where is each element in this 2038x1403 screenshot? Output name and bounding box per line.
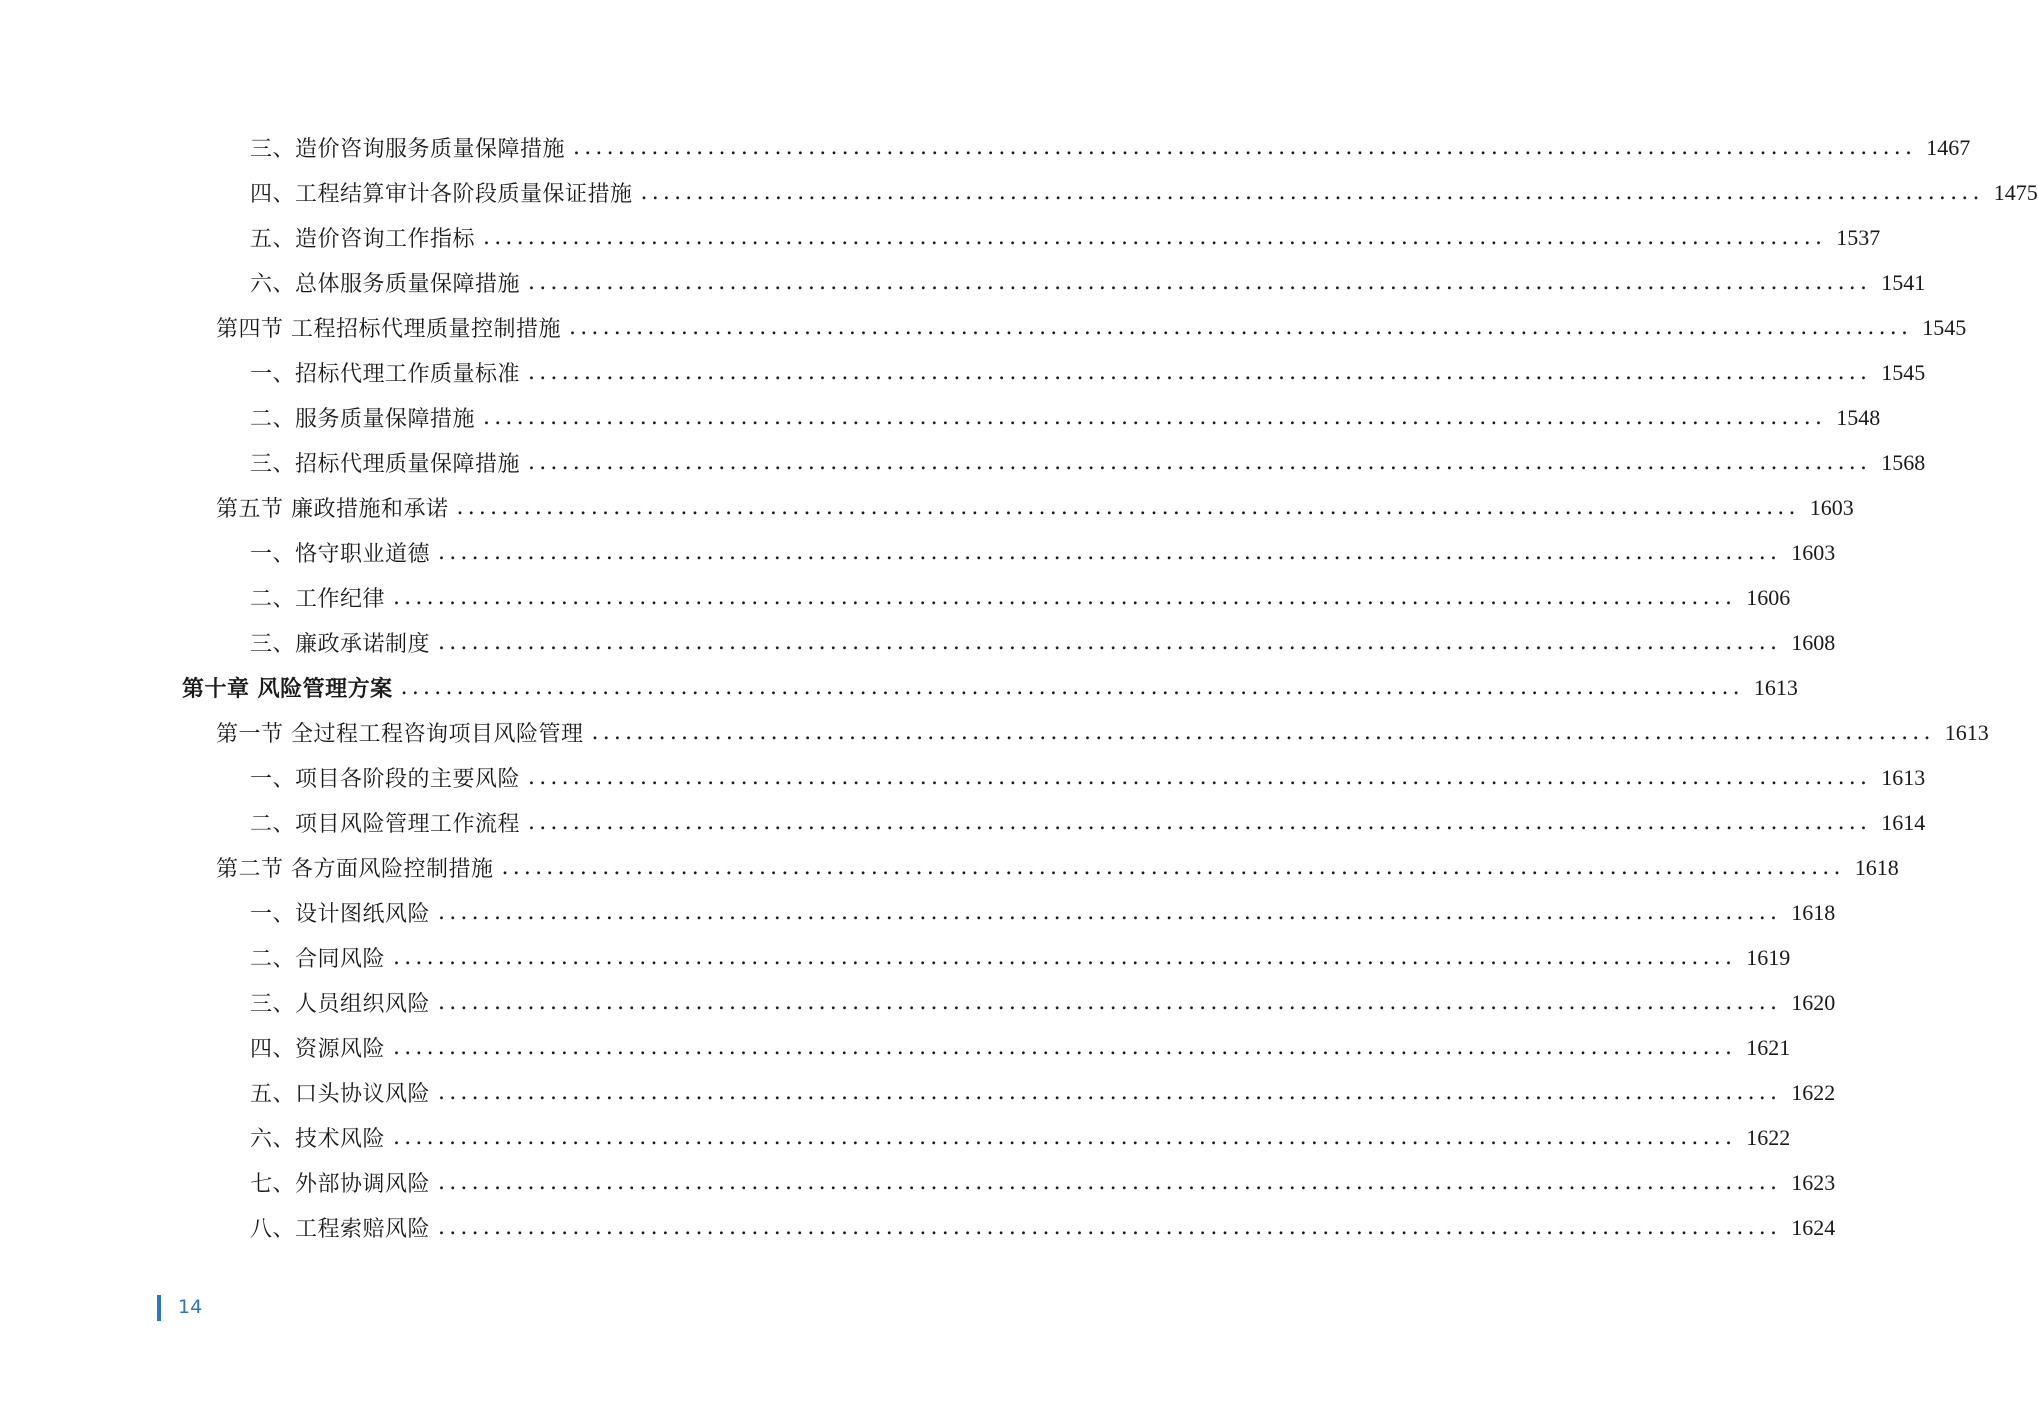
toc-entry-page: 1613: [1881, 764, 1926, 790]
toc-entry-title: 三、造价咨询服务质量保障措施: [250, 137, 566, 162]
toc-leader-dots: ........................................................................................................................: [393, 585, 1737, 610]
toc-entry-page: 1537: [1836, 224, 1881, 250]
toc-entry-page: 1620: [1791, 989, 1836, 1015]
toc-entry-page: 1618: [1854, 854, 1899, 880]
toc-entry-title: 七、外部协调风险: [250, 1172, 431, 1197]
toc-entry-title: 三、廉政承诺制度: [250, 632, 431, 657]
toc-entry[interactable]: [0, 890, 1836, 935]
toc-entry-title: 四、工程结算审计各阶段质量保证措施: [250, 182, 633, 207]
toc-entry-page: 1622: [1746, 1124, 1791, 1150]
toc-entry[interactable]: [0, 935, 1791, 980]
toc-entry-page: 1603: [1791, 539, 1836, 565]
toc-entry-title: 六、技术风险: [250, 1127, 386, 1152]
toc-entry[interactable]: [0, 575, 1791, 620]
toc-entry-title: 第五节 廉政措施和承诺: [216, 497, 449, 522]
toc-entry-title: 五、造价咨询工作指标: [250, 227, 476, 252]
toc-entry-page: 1613: [1753, 674, 1798, 700]
toc-leader-dots: ........................................................................................................................: [456, 495, 1800, 520]
toc-entry-page: 1622: [1791, 1079, 1836, 1105]
toc-entry-page: 1624: [1791, 1214, 1836, 1240]
toc-entry-page: 1541: [1881, 269, 1926, 295]
toc-entry-title: 二、工作纪律: [250, 587, 386, 612]
toc-entry[interactable]: [0, 260, 1926, 305]
toc-entry-title: 一、招标代理工作质量标准: [250, 362, 521, 387]
toc-leader-dots: ........................................................................................................................: [400, 675, 1744, 700]
toc-entry-title: 一、设计图纸风险: [250, 902, 431, 927]
toc-entry-page: 1614: [1881, 809, 1926, 835]
toc-entry[interactable]: [0, 395, 1881, 440]
toc-entry-page: 1603: [1809, 494, 1854, 520]
toc-entry-title: 五、口头协议风险: [250, 1082, 431, 1107]
toc-entry-title: 第四节 工程招标代理质量控制措施: [216, 317, 561, 342]
toc-entry[interactable]: [0, 305, 1967, 350]
toc-entry-title: 第二节 各方面风险控制措施: [216, 857, 494, 882]
toc-entry-page: 1619: [1746, 944, 1791, 970]
toc-entry-page: 1618: [1791, 899, 1836, 925]
toc-leader-dots: ........................................................................................................................: [528, 810, 1872, 835]
toc-entry[interactable]: [0, 1025, 1791, 1070]
toc-entry[interactable]: [0, 620, 1836, 665]
toc-entry[interactable]: [0, 1115, 1791, 1160]
toc-entry-page: 1545: [1922, 314, 1967, 340]
toc-leader-dots: ........................................................................................................................: [528, 360, 1872, 385]
toc-entry-page: 1621: [1746, 1034, 1791, 1060]
table-of-contents: [0, 125, 2038, 1250]
toc-entry-page: 1608: [1791, 629, 1836, 655]
toc-leader-dots: ........................................................................................................................: [483, 405, 1827, 430]
toc-entry-page: 1545: [1881, 359, 1926, 385]
toc-entry-title: 二、服务质量保障措施: [250, 407, 476, 432]
toc-leader-dots: ........................................................................................................................: [438, 1080, 1782, 1105]
toc-leader-dots: ........................................................................................................................: [483, 225, 1827, 250]
toc-entry[interactable]: [0, 530, 1836, 575]
toc-entry-title: 第一节 全过程工程咨询项目风险管理: [216, 722, 584, 747]
footer-accent-bar: [157, 1295, 161, 1321]
toc-leader-dots: ........................................................................................................................: [573, 135, 1917, 160]
toc-entry[interactable]: [0, 350, 1926, 395]
toc-entry[interactable]: [0, 665, 1798, 710]
toc-entry-title: 一、恪守职业道德: [250, 542, 431, 567]
toc-entry-title: 四、资源风险: [250, 1037, 386, 1062]
toc-entry-title: 第十章 风险管理方案: [182, 676, 393, 702]
toc-leader-dots: ........................................................................................................................: [438, 1170, 1782, 1195]
toc-leader-dots: ........................................................................................................................: [438, 1215, 1782, 1240]
toc-entry[interactable]: [0, 980, 1836, 1025]
toc-entry-page: 1548: [1836, 404, 1881, 430]
toc-leader-dots: ........................................................................................................................: [528, 765, 1872, 790]
toc-entry[interactable]: [0, 800, 1926, 845]
page-number: 14: [178, 1296, 203, 1318]
toc-entry-title: 一、项目各阶段的主要风险: [250, 767, 521, 792]
toc-entry-title: 二、合同风险: [250, 947, 386, 972]
toc-entry-page: 1568: [1881, 449, 1926, 475]
toc-entry[interactable]: [0, 1205, 1836, 1250]
toc-leader-dots: ........................................................................................................................: [393, 1035, 1737, 1060]
toc-leader-dots: ........................................................................................................................: [393, 1125, 1737, 1150]
toc-leader-dots: ........................................................................................................................: [501, 855, 1845, 880]
toc-entry[interactable]: [0, 1160, 1836, 1205]
toc-leader-dots: ........................................................................................................................: [393, 945, 1737, 970]
toc-leader-dots: ........................................................................................................................: [569, 315, 1913, 340]
toc-leader-dots: ........................................................................................................................: [528, 450, 1872, 475]
toc-leader-dots: ........................................................................................................................: [438, 900, 1782, 925]
toc-leader-dots: ........................................................................................................................: [528, 270, 1872, 295]
toc-entry-title: 八、工程索赔风险: [250, 1217, 431, 1242]
toc-entry[interactable]: [0, 170, 2038, 215]
toc-entry-title: 六、总体服务质量保障措施: [250, 272, 521, 297]
toc-entry-page: 1475: [1993, 179, 2038, 205]
toc-entry[interactable]: [0, 215, 1881, 260]
toc-leader-dots: ........................................................................................................................: [438, 540, 1782, 565]
toc-entry-page: 1623: [1791, 1169, 1836, 1195]
toc-entry-page: 1467: [1926, 134, 1971, 160]
toc-leader-dots: ........................................................................................................................: [438, 990, 1782, 1015]
toc-entry-page: 1606: [1746, 584, 1791, 610]
toc-leader-dots: ........................................................................................................................: [438, 630, 1782, 655]
toc-entry-title: 三、招标代理质量保障措施: [250, 452, 521, 477]
toc-entry[interactable]: [0, 485, 1854, 530]
toc-entry-title: 二、项目风险管理工作流程: [250, 812, 521, 837]
toc-entry[interactable]: [0, 755, 1926, 800]
toc-entry[interactable]: [0, 440, 1926, 485]
toc-entry[interactable]: [0, 1070, 1836, 1115]
toc-leader-dots: ........................................................................................................................: [591, 720, 1935, 745]
toc-entry[interactable]: [0, 845, 1899, 890]
toc-leader-dots: ........................................................................................................................: [640, 180, 1984, 205]
toc-entry[interactable]: [0, 125, 1971, 170]
toc-entry-page: 1613: [1944, 719, 1989, 745]
toc-entry[interactable]: [0, 710, 1989, 755]
toc-entry-title: 三、人员组织风险: [250, 992, 431, 1017]
